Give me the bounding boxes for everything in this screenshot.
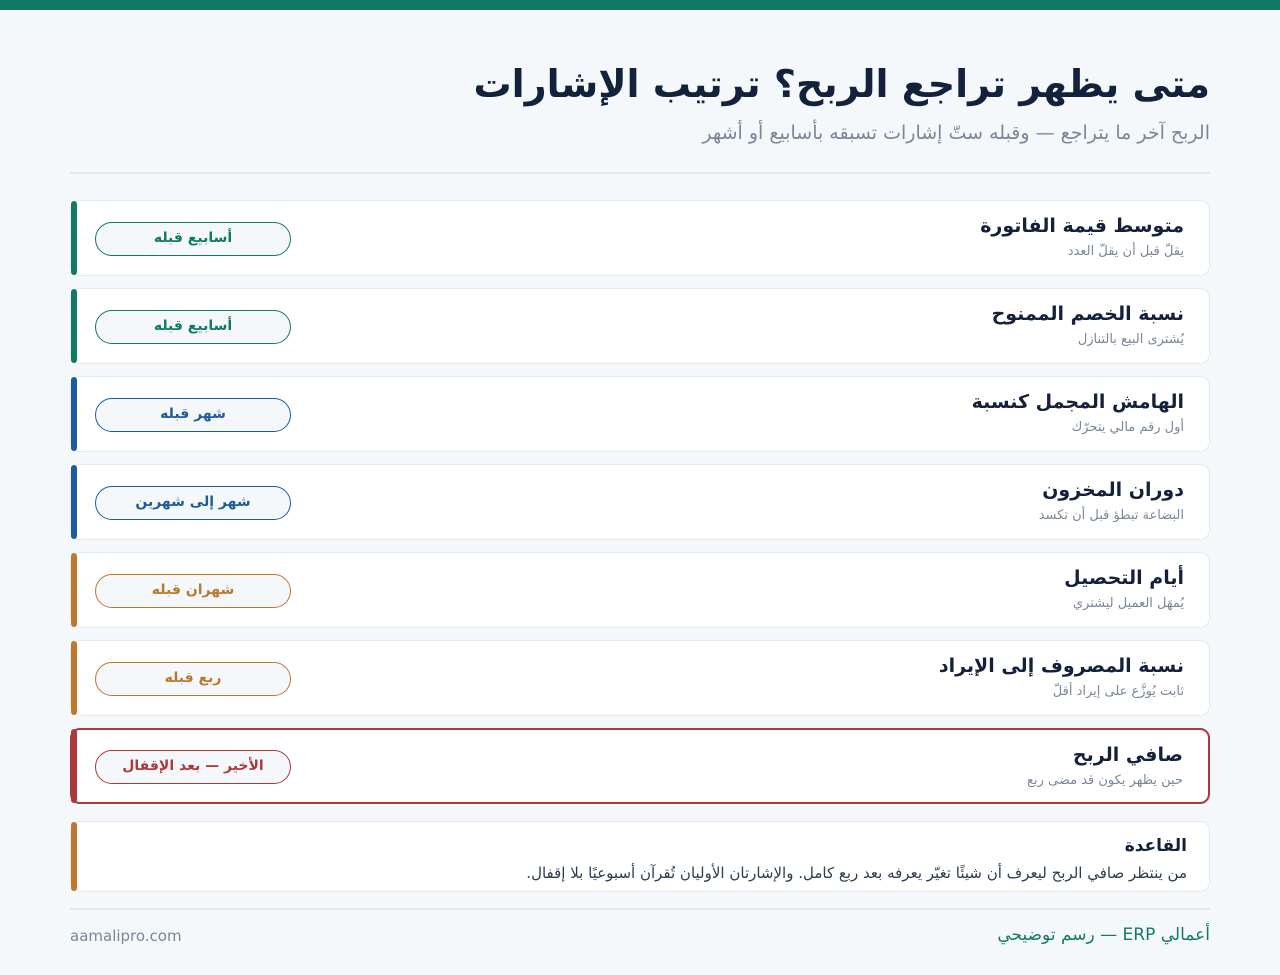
rule-text: من ينتظر صافي الربح ليعرف أن شيئًا تغيّر يعرفه بعد ربع كامل. والإشارتان الأوليان تُقرآن أسبوعيًا بلا إقفال. (526, 864, 1187, 882)
signal-name: دوران المخزون (1042, 479, 1184, 501)
lead-time-badge: شهران قبله (95, 574, 291, 608)
header-divider (70, 172, 1210, 174)
rule-title: القاعدة (1124, 836, 1187, 856)
signal-accent (71, 377, 77, 451)
signal-row (70, 376, 1210, 452)
signal-accent (71, 201, 77, 275)
rule-box (70, 821, 1210, 892)
signal-desc: حين يظهر يكون قد مضى ربع (1027, 773, 1183, 788)
signal-desc: أول رقم مالي يتحرّك (1071, 420, 1184, 435)
signal-accent (71, 465, 77, 539)
signal-accent (71, 729, 77, 803)
page-subtitle: الربح آخر ما يتراجع — وقبله ستّ إشارات تسبقه بأسابيع أو أشهر (702, 122, 1210, 144)
signal-row (70, 552, 1210, 628)
signal-name: الهامش المجمل كنسبة (971, 391, 1184, 413)
signal-row (70, 464, 1210, 540)
lead-time-badge: شهر قبله (95, 398, 291, 432)
signal-desc: البضاعة تبطؤ قبل أن تكسد (1038, 508, 1184, 523)
signal-desc: يُمهَل العميل ليشتري (1072, 596, 1184, 611)
signal-list (70, 200, 1210, 816)
lead-time-badge: شهر إلى شهرين (95, 486, 291, 520)
signal-row (70, 640, 1210, 716)
signal-row (70, 288, 1210, 364)
signal-name: متوسط قيمة الفاتورة (980, 215, 1184, 237)
footer-site: aamalipro.com (70, 927, 182, 945)
lead-time-badge: أسابيع قبله (95, 310, 291, 344)
rule-accent (71, 822, 77, 891)
signal-accent (71, 641, 77, 715)
signal-name: صافي الربح (1072, 744, 1183, 766)
lead-time-badge: ربع قبله (95, 662, 291, 696)
lead-time-badge: أسابيع قبله (95, 222, 291, 256)
signal-row (70, 200, 1210, 276)
signal-name: نسبة المصروف إلى الإيراد (938, 655, 1184, 677)
footer-brand: أعمالي ERP — رسم توضيحي (997, 925, 1210, 945)
signal-accent (71, 289, 77, 363)
footer-divider (70, 908, 1210, 910)
signal-desc: ثابت يُوزَّع على إيراد أقلّ (1052, 684, 1184, 699)
top-accent-bar (0, 0, 1280, 10)
signal-desc: يُشترى البيع بالتنازل (1077, 332, 1184, 347)
page-title: متى يظهر تراجع الربح؟ ترتيب الإشارات (473, 62, 1210, 106)
signal-name: نسبة الخصم الممنوح (991, 303, 1184, 325)
lead-time-badge: الأخير — بعد الإقفال (95, 750, 291, 784)
signal-accent (71, 553, 77, 627)
signal-name: أيام التحصيل (1064, 567, 1184, 589)
signal-row (70, 728, 1210, 804)
signal-desc: يقلّ قبل أن يقلّ العدد (1067, 244, 1184, 259)
